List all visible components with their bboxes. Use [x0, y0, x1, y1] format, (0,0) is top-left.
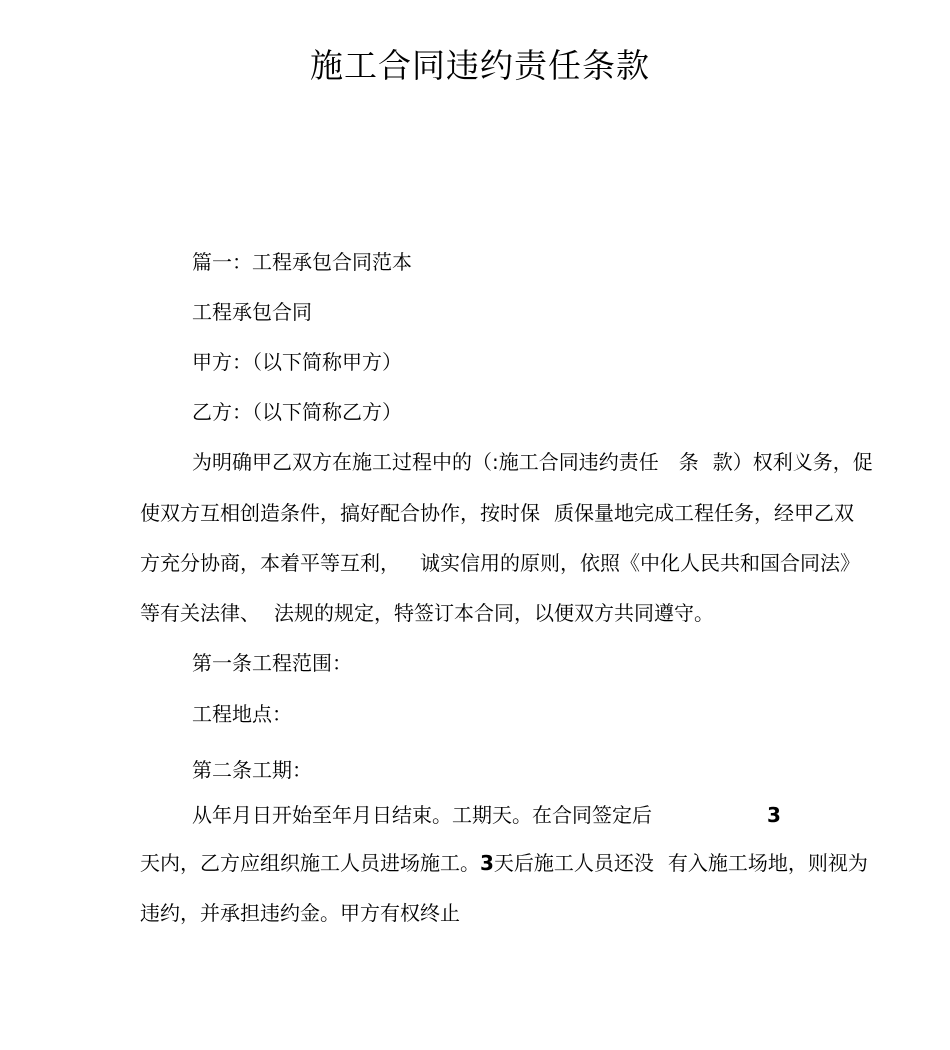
intro-line-2 [140, 499, 854, 527]
document-title: 施工合同违约责任条款 [310, 46, 650, 85]
period-line-2-part-c: 有入施工场地，则视为 [667, 851, 868, 875]
period-line-3: 违约，并承担违约金。甲方有权终止 [140, 901, 460, 925]
intro-line-2-part-a: 使双方互相创造条件，搞好配合协作，按时保 [140, 501, 540, 525]
contract-subtitle: 工程承包合同 [192, 300, 312, 324]
period-line-2-number: 3 [480, 851, 494, 875]
intro-line-1-part-b: 条 [678, 450, 699, 474]
period-line-2 [140, 849, 868, 877]
section-heading: 篇一：工程承包合同范本 [192, 250, 412, 274]
article-2-heading: 第二条工期： [192, 758, 312, 782]
intro-line-1-part-c: 款）权利义务，促 [712, 450, 873, 474]
intro-line-2-part-b: 质保量地完成工程任务，经甲乙双 [554, 501, 854, 525]
intro-line-1 [192, 448, 873, 476]
period-line-2-part-b: 天后施工人员还没 [493, 851, 654, 875]
location-line: 工程地点： [192, 702, 292, 726]
intro-line-3-part-a: 方充分协商，本着平等互利， [140, 551, 400, 575]
intro-line-1-part-a: 为明确甲乙双方在施工过程中的（:施工合同违约责任 [192, 450, 659, 474]
intro-line-4-part-b: 法规的规定，特签订本合同，以便双方共同遵守。 [274, 601, 714, 625]
intro-line-3 [140, 549, 860, 577]
party-a-line: 甲方：（以下简称甲方） [192, 350, 402, 374]
party-b-line: 乙方：（以下简称乙方） [192, 400, 402, 424]
intro-line-4-part-a: 等有关法律、 [140, 601, 260, 625]
period-line-1-number: 3 [767, 803, 781, 827]
period-line-2-part-a: 天内，乙方应组织施工人员进场施工。 [140, 851, 480, 875]
intro-line-3-part-b: 诚实信用的原则，依照《中化人民共和国合同法》 [420, 551, 860, 575]
period-line-1-text: 从年月日开始至年月日结束。工期天。在合同签定后 [192, 803, 652, 827]
article-1-heading: 第一条工程范围： [192, 651, 352, 675]
period-line-1 [192, 801, 652, 829]
intro-line-4 [140, 599, 714, 627]
